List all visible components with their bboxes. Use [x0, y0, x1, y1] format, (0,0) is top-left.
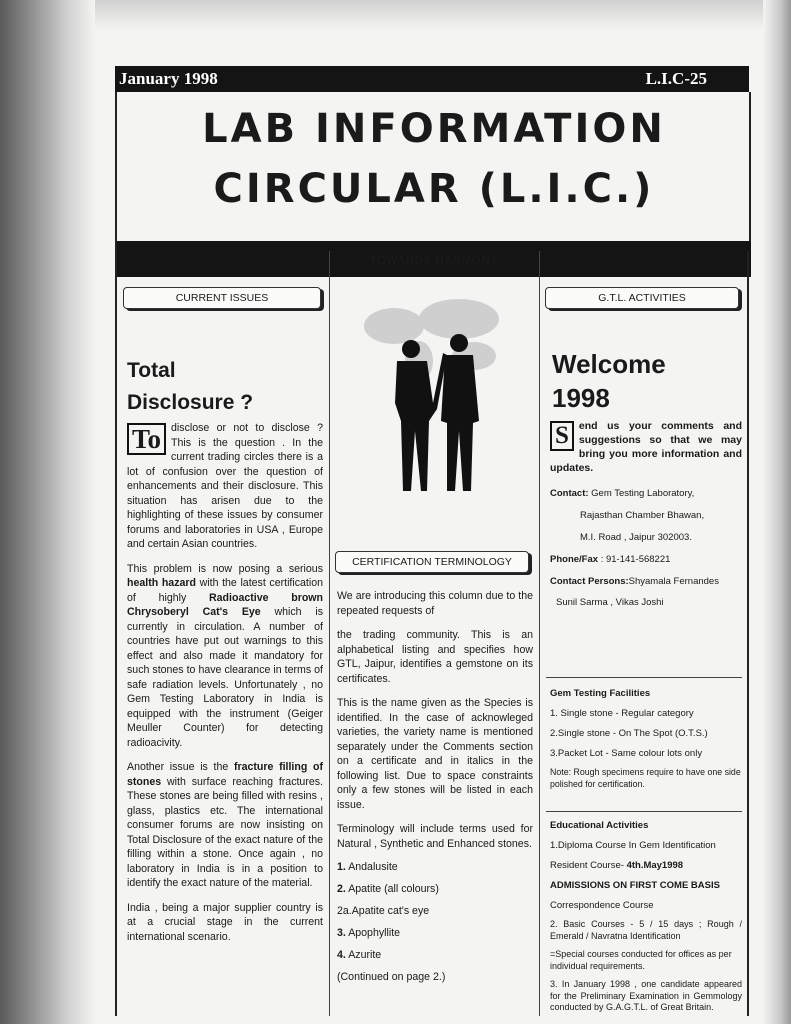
dropcap-s: S [550, 421, 574, 451]
term-p1: We are introducing this column due to the repeated requests of [337, 590, 533, 617]
article-body [127, 421, 323, 944]
p2-a: This problem is now posing a serious [127, 562, 323, 575]
page-edge-shadow [763, 0, 791, 1024]
towards-harmony-heading: TOWARDS HARMONY [369, 255, 499, 267]
edu-item-special: =Special courses conducted for offices as per individual requirements. [550, 949, 732, 971]
article-heading-1: Total [127, 359, 176, 382]
welcome-year: 1998 [552, 383, 610, 413]
facility-3: 3.Packet Lot - Same colour lots only [550, 748, 703, 759]
p2-d: Radioactive brown Chrysoberyl Cat's Eye [127, 591, 324, 618]
intro-paragraph [550, 419, 742, 475]
list-item: 2. Apatite (all colours) [337, 883, 439, 895]
paragraph-4: India , being a major supplier country is at a crucial stage in the current international scenario. [127, 901, 323, 943]
welcome-heading: Welcome [552, 349, 666, 379]
p3-c: with surface reaching fractures. These stones are being filled with resins , glass, plastics etc. The international consumer forums are now insisting on Total Disclosure of the exact nature of the filling within a stone. Once again , no laboratory in India is in a position to identify the exact nature of the material. [127, 775, 323, 889]
phone-line: Phone/Fax : 91-141-568221 [550, 554, 671, 565]
contact-line-2: Rajasthan Chamber Bhawan, [580, 510, 705, 521]
edu-item-1: 1.Diploma Course In Gem Identification [550, 840, 716, 851]
p2-b: health hazard [127, 577, 196, 589]
edu-item-basic: 2. Basic Courses - 5 / 15 days ; Rough / Emerald / Navratna Identification [550, 919, 742, 941]
list-item: 2a.Apatite cat's eye [337, 905, 430, 917]
dropcap-to: To [127, 423, 166, 455]
columns [115, 251, 749, 1016]
continued-note: (Continued on page 2.) [337, 971, 446, 983]
gtl-body [550, 419, 742, 609]
p2-e: which is currently in circulation. A number of countries have put out warnings to this effect and also made it mandatory for such stones to have clearance in terms of safe radiation levels. Unfortunately , no Gem Testing Laboratory in India is equipped with the instrument (Geiger Meuller Counter) for detecting radioacivity. [127, 606, 323, 749]
facility-note: Note: Rough specimens require to have one side polished for certification. [550, 767, 741, 789]
persons-line: Contact Persons:Shyamala Fernandes [550, 576, 719, 587]
terminology-list [337, 861, 533, 983]
persons-line-2: Sunil Sarma , Vikas Joshi [556, 597, 664, 608]
section-gtl-activities: G.T.L. ACTIVITIES [545, 287, 739, 309]
terminology-body [337, 589, 533, 993]
edu-item-exam: 3. In January 1998 , one candidate appeared for the Preliminary Examination in Gemmology conducted by G.A.G.T.L. of Great Britain. [550, 979, 742, 1012]
paragraph-1 [127, 421, 323, 552]
title-line-2: CIRCULAR (L.I.C.) [213, 166, 655, 212]
edu-correspondence: Correspondence Course [550, 900, 654, 911]
divider-1 [546, 677, 742, 678]
world-map-icon [364, 299, 499, 381]
p2-c: with the latest certification of highly [127, 577, 323, 604]
column-current-issues [115, 251, 330, 1016]
paragraph-2 [127, 562, 323, 751]
divider-2 [546, 811, 742, 812]
list-item: 1. Andalusite [337, 861, 398, 873]
contact-line-3: M.I. Road , Jaipur 302003. [580, 532, 692, 543]
column-gtl-activities [540, 251, 749, 1016]
header-bar [115, 66, 749, 92]
issue-date: January 1998 [119, 69, 218, 88]
edu-item-2: Resident Course- 4th.May1998 [550, 860, 684, 871]
term-p4: Terminology will include terms used for Natural , Synthetic and Enhanced stones. [337, 823, 533, 850]
paragraph-3 [127, 760, 323, 891]
column-middle [329, 251, 540, 1016]
title-line-1: LAB INFORMATION [202, 106, 666, 152]
businessmen-illustration [349, 291, 519, 521]
list-item: 3. Apophyllite [337, 927, 401, 939]
page-top-shadow [0, 0, 791, 30]
issue-code: L.I.C-25 [645, 69, 707, 88]
facilities-title: Gem Testing Facilities [550, 688, 651, 699]
article-heading-2: Disclosure ? [127, 391, 254, 414]
paragraph-1-text: disclose or not to disclose ? This is the question . In the current trading circles there is a lot of confusion over the question of enhancements and their disclosure. This situation has arisen due to the highlighting of these issues by consumer forums and laboratories in USA , Europe and certain Asian countries. [127, 422, 323, 550]
section-current-issues: CURRENT ISSUES [123, 287, 321, 309]
education-block [550, 819, 742, 1014]
circular-page [115, 66, 749, 1016]
section-certification-terminology: CERTIFICATION TERMINOLOGY [335, 551, 529, 573]
facility-2: 2.Single stone - On The Spot (O.T.S.) [550, 728, 708, 739]
facilities-block [550, 687, 742, 790]
contact-line-1: Contact: Gem Testing Laboratory, [550, 488, 695, 499]
p3-a: Another issue is the [127, 761, 234, 773]
edu-admissions: ADMISSIONS ON FIRST COME BASIS [550, 880, 720, 891]
masthead [115, 92, 751, 277]
education-title: Educational Activities [550, 820, 649, 831]
list-item: 4. Azurite [337, 949, 382, 961]
term-p2: the trading community. This is an alphabetical listing and specifies how GTL, Jaipur, identifies a gemstone on its certificates. [337, 629, 533, 685]
binding-shadow [0, 0, 95, 1024]
facility-1: 1. Single stone - Regular category [550, 708, 694, 719]
intro-text: end us your comments and suggestions so that we may bring you more information and updates. [550, 420, 742, 474]
p3-b: fracture filling of stones [127, 761, 323, 788]
term-p3: This is the name given as the Species is identified. In the case of acknowleged varieties, the variety name is mentioned separately under the Comments section on a certificate and in italics in the following list. Due to space constraints only a few stones will be listed in each issue. [337, 697, 533, 811]
